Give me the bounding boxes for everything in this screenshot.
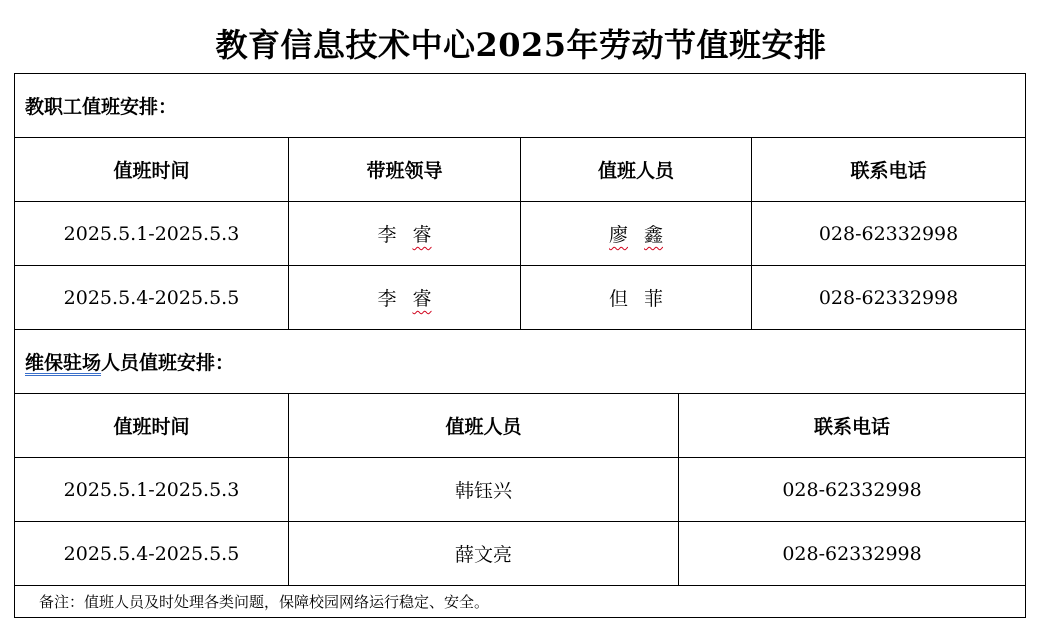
duty-time: 2025.5.1-2025.5.3 (15, 458, 289, 522)
duty-person: 薛文亮 (289, 522, 679, 586)
staff-header-row (15, 138, 1026, 202)
table-row (15, 202, 1026, 266)
leader-given-name: 睿 (412, 224, 432, 246)
onsite-section-heading (15, 330, 1026, 394)
staff-section-row (15, 74, 1026, 138)
note-row (15, 586, 1026, 618)
duty-person (521, 266, 752, 330)
table-row (15, 458, 1026, 522)
col-header-phone: 联系电话 (679, 394, 1026, 458)
duty-given-name: 菲 (644, 288, 664, 310)
phone-number: 028-62332998 (752, 266, 1026, 330)
duty-time: 2025.5.1-2025.5.3 (15, 202, 289, 266)
duty-surname: 廖 (608, 224, 628, 246)
duty-person (521, 202, 752, 266)
col-header-duty: 值班人员 (521, 138, 752, 202)
duty-time: 2025.5.4-2025.5.5 (15, 266, 289, 330)
remark-note: 备注：值班人员及时处理各类问题，保障校园网络运行稳定、安全。 (15, 586, 1026, 618)
onsite-heading-rest: 人员值班安排： (101, 352, 235, 374)
page-title: 教育信息技术中心2025年劳动节值班安排 (215, 26, 827, 64)
duty-roster-table (14, 73, 1026, 618)
leader-surname: 李 (377, 288, 397, 310)
duty-given-name: 鑫 (644, 224, 664, 246)
leader-name (289, 266, 521, 330)
phone-number: 028-62332998 (679, 458, 1026, 522)
col-header-duty: 值班人员 (289, 394, 679, 458)
onsite-section-row (15, 330, 1026, 394)
leader-given-name: 睿 (412, 288, 432, 310)
leader-name (289, 202, 521, 266)
col-header-leader: 带班领导 (289, 138, 521, 202)
col-header-time: 值班时间 (15, 394, 289, 458)
col-header-time: 值班时间 (15, 138, 289, 202)
leader-surname: 李 (377, 224, 397, 246)
table-row (15, 266, 1026, 330)
phone-number: 028-62332998 (752, 202, 1026, 266)
staff-section-heading: 教职工值班安排： (15, 74, 1026, 138)
duty-time: 2025.5.4-2025.5.5 (15, 522, 289, 586)
onsite-header-row (15, 394, 1026, 458)
onsite-heading-underlined: 维保驻场 (25, 352, 102, 374)
col-header-phone: 联系电话 (752, 138, 1026, 202)
phone-number: 028-62332998 (679, 522, 1026, 586)
duty-person: 韩钰兴 (289, 458, 679, 522)
duty-surname: 但 (608, 288, 628, 310)
table-row (15, 522, 1026, 586)
